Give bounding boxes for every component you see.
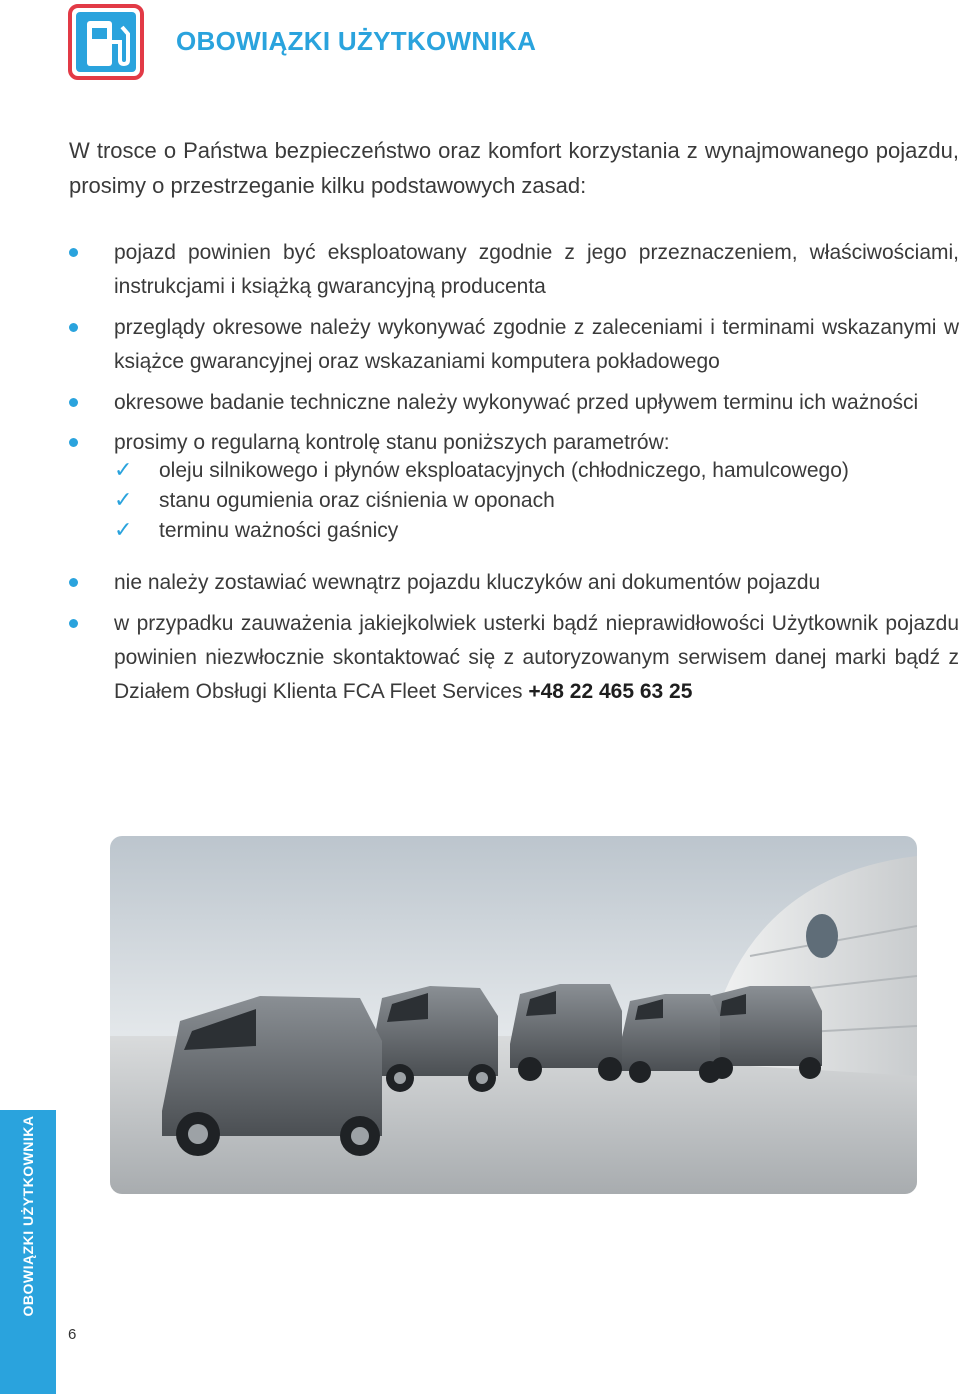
rule-text: w przypadku zauważenia jakiejkolwiek usterki bądź nieprawidłowości Użytkownik pojazdu powinien niezwłocznie skontaktować się z autoryzowanym serwisem danej marki bądź z Działem Obsługi Klienta FCA Fleet Services [114,612,959,703]
list-item [69,607,959,709]
check-item [114,456,959,486]
check-item [114,516,959,546]
page-number: 6 [68,1326,77,1343]
rule-text: pojazd powinien być eksploatowany zgodnie z jego przeznaczeniem, właściwościami, instrukcjami i książką gwarancyjną producenta [114,241,959,298]
bullet-dot-icon [69,323,78,332]
checkmark-icon: ✓ [114,488,133,513]
phone-number: +48 22 465 63 25 [528,680,693,703]
list-item [69,426,959,546]
check-list [114,456,959,546]
check-item-text: stanu ogumienia oraz ciśnienia w oponach [159,489,555,512]
bullet-dot-icon [69,248,78,257]
rule-text: przeglądy okresowe należy wykonywać zgodnie z zaleceniami i terminami wskazanymi w książce gwarancyjnej oraz wskazaniami komputera pokładowego [114,316,959,373]
list-item [69,236,959,304]
rules-list [69,236,959,716]
checkmark-icon: ✓ [114,518,133,543]
intro-text: W trosce o Państwa bezpieczeństwo oraz komfort korzystania z wynajmowanego pojazdu, prosimy o przestrzeganie kilku podstawowych zasad: [69,138,959,198]
rule-text: prosimy o regularną kontrolę stanu poniższych parametrów: [114,431,670,454]
side-tab-label: OBOWIĄZKI UŻYTKOWNIKA [20,1115,36,1317]
bullet-dot-icon [69,398,78,407]
fuel-pump-icon [76,12,136,72]
rule-text: nie należy zostawiać wewnątrz pojazdu kluczyków ani dokumentów pojazdu [114,571,821,594]
check-item-text: terminu ważności gaśnicy [159,519,399,542]
bullet-dot-icon [69,438,78,447]
list-item [69,566,959,600]
list-item [69,311,959,379]
check-item [114,486,959,516]
rule-text: okresowe badanie techniczne należy wykonywać przed upływem terminu ich ważności [114,391,919,414]
list-item [69,386,959,420]
checkmark-icon: ✓ [114,458,133,483]
bullet-dot-icon [69,619,78,628]
vans-photo [110,836,917,1194]
check-item-text: oleju silnikowego i płynów eksploatacyjnych (chłodniczego, hamulcowego) [159,459,849,482]
bullet-dot-icon [69,578,78,587]
page-title: OBOWIĄZKI UŻYTKOWNIKA [176,26,537,56]
fuel-pump-logo [68,4,144,80]
